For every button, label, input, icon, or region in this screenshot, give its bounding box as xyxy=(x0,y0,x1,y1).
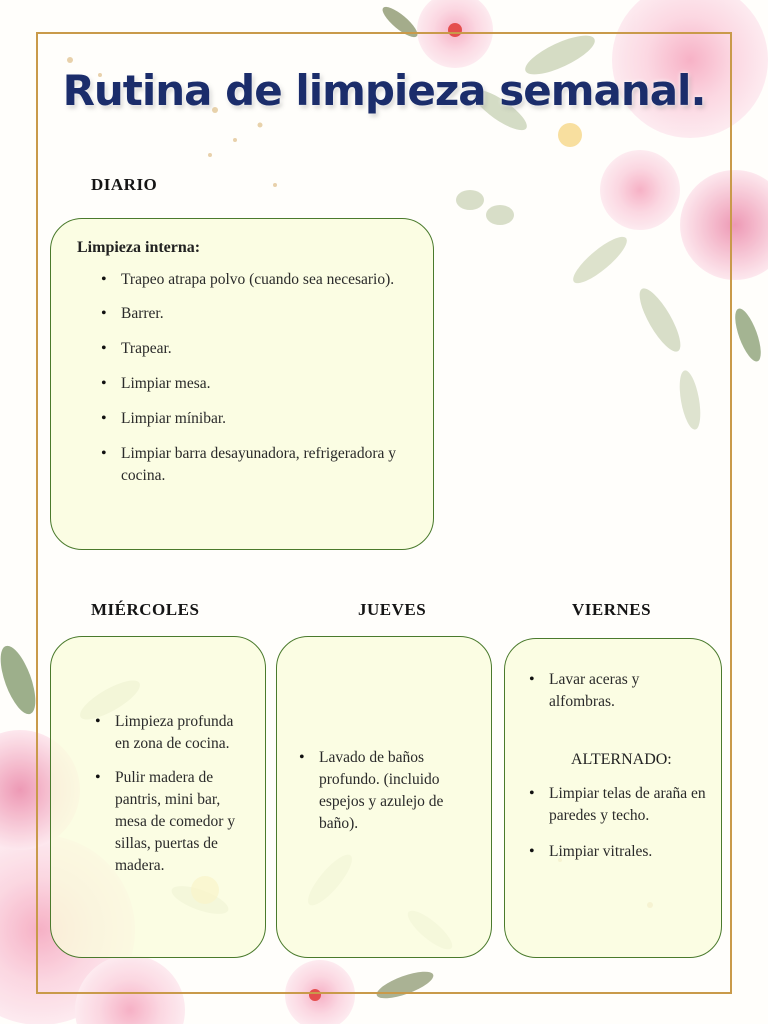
list-item: • Lavado de baños profundo. (incluido espejos y azulejo de baño). xyxy=(319,747,475,835)
daily-subheading: Limpieza interna: xyxy=(77,239,201,256)
list-item: • Trapear. xyxy=(121,338,405,360)
thursday-heading: JUEVES xyxy=(358,600,427,619)
friday-box xyxy=(504,638,722,958)
friday-alternate-list xyxy=(527,783,707,863)
friday-alternate-label: ALTERNADO: xyxy=(571,751,672,768)
daily-box xyxy=(50,218,434,550)
page-title: Rutina de limpieza semanal. xyxy=(62,66,706,115)
friday-list xyxy=(527,669,707,713)
list-item: • Barrer. xyxy=(121,303,405,325)
daily-heading: DIARIO xyxy=(91,175,158,194)
wednesday-list xyxy=(71,711,251,877)
list-item: • Limpieza profunda en zona de cocina. xyxy=(115,711,251,755)
friday-heading: VIERNES xyxy=(572,600,652,619)
list-item: • Pulir madera de pantris, mini bar, mesa de comedor y sillas, puertas de madera. xyxy=(115,767,251,877)
list-item: • Limpiar barra desayunadora, refrigeradora y cocina. xyxy=(121,443,405,487)
list-item: • Limpiar mínibar. xyxy=(121,408,405,430)
thursday-list xyxy=(299,747,475,835)
list-item: • Limpiar mesa. xyxy=(121,373,405,395)
list-item: • Limpiar vitrales. xyxy=(549,841,707,863)
wednesday-box xyxy=(50,636,266,958)
daily-list xyxy=(77,269,405,487)
wednesday-heading: MIÉRCOLES xyxy=(91,600,200,619)
list-item: • Limpiar telas de araña en paredes y techo. xyxy=(549,783,707,827)
thursday-box xyxy=(276,636,492,958)
list-item: • Lavar aceras y alfombras. xyxy=(549,669,707,713)
list-item: • Trapeo atrapa polvo (cuando sea necesario). xyxy=(121,269,405,291)
